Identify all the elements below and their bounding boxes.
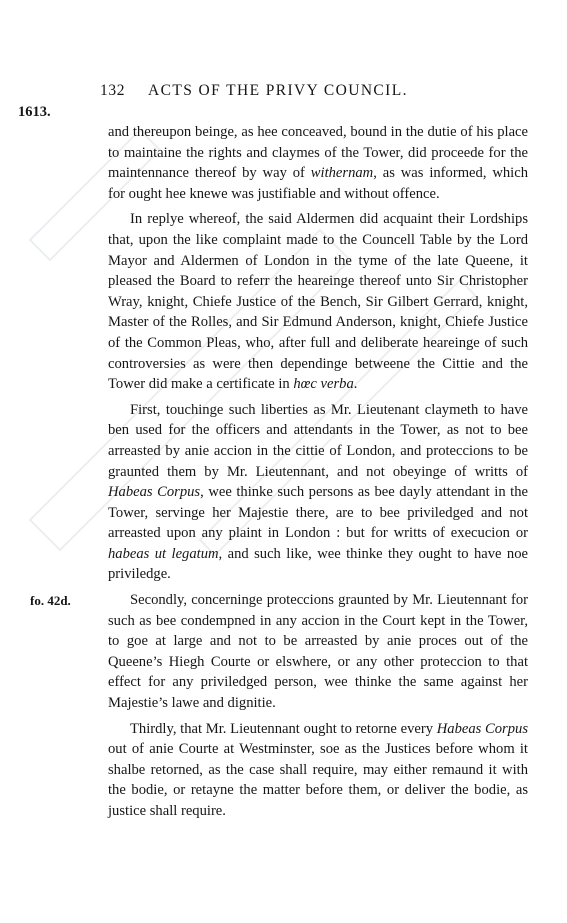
text-run: , and such like, wee thinke they ought to have noe priviledge. [108, 545, 528, 583]
text-run: Secondly, concerninge proteccions graunted by Mr. Lieutennant for such as bee condempned in any accion in the Court kept in the Tower, to goe at large and not to be arreasted by anie proces out of the Queene’s Hiegh Courte or elswhere, or any other proteccion to that effect for any priviledged person, wee thinke the same against her Majestie’s lawe and dignitie. [108, 592, 528, 712]
paragraph-secondly [108, 590, 528, 714]
text-run: Thirdly, that Mr. Lieutennant ought to retorne every [130, 720, 437, 737]
page-header [100, 82, 520, 104]
running-head: ACTS OF THE PRIVY COUNCIL. [148, 82, 408, 99]
body-text [108, 122, 528, 822]
italic-term: withernam [310, 165, 374, 182]
italic-term: Habeas Corpus [436, 720, 529, 737]
text-run: . [353, 376, 358, 393]
italic-term: hœc verba [293, 376, 354, 393]
text-run: , as was informed, which for ought hee knewe was justifiable and without offence. [108, 165, 529, 202]
text-run: First, touchinge such liberties as Mr. Lieutenant claymeth to have ben used for the officers and attendants in the Tower, as not to bee arreasted by anie accion in the cittie of London, and proteccions to be graunted them by Mr. Lieutennant, and not obeyinge of writts of [108, 401, 528, 480]
text-run: out of anie Courte at Westminster, soe as the Justices before whom it shalbe retorned, as the case shall require, may either remaund it with the bodie, or retayne the matter before them, or deliver the bodie, as justice shall require. [108, 741, 528, 819]
margin-folio-note: fo. 42d. [30, 593, 71, 608]
text-run: In replye whereof, the said Aldermen did acquaint their Lordships that, upon the like complaint made to the Councell Table by the Lord Mayor and Aldermen of London in the tyme of the late Queene, it pleased the Board to referr the heareinge thereof unto Sir Christopher Wray, knight, Chiefe Justice of the Bench, Sir Gilbert Gerrard, knight, Master of the Rolles, and Sir Edmund Anderson, knight, Chiefe Justice of the Common Pleas, who, after full and deliberate heareinge of such controversies as were then dependinge betweene the Cittie and the Tower did make a certificate in [108, 211, 528, 393]
margin-year: 1613. [18, 104, 51, 120]
paragraph-thirdly [108, 719, 528, 822]
text-run: and thereupon beinge, as hee conceaved, bound in the dutie of his place to maintaine the rights and claymes of the Tower, did proceede for the maintennance thereof by way of [108, 124, 528, 182]
paragraph-first [108, 400, 528, 585]
page-number: 132 [100, 82, 126, 99]
paragraph-continuation [108, 122, 528, 204]
text-run: , wee thinke such persons as bee dayly attendant in the Tower, servinge her Majestie there, are to bee priviledged and not arreasted upon any plaint in London : but for writts of execucion or [108, 484, 528, 542]
paragraph-reply [108, 209, 528, 394]
italic-term: Habeas Corpus [108, 484, 201, 501]
italic-term: habeas ut legatum [108, 545, 219, 562]
